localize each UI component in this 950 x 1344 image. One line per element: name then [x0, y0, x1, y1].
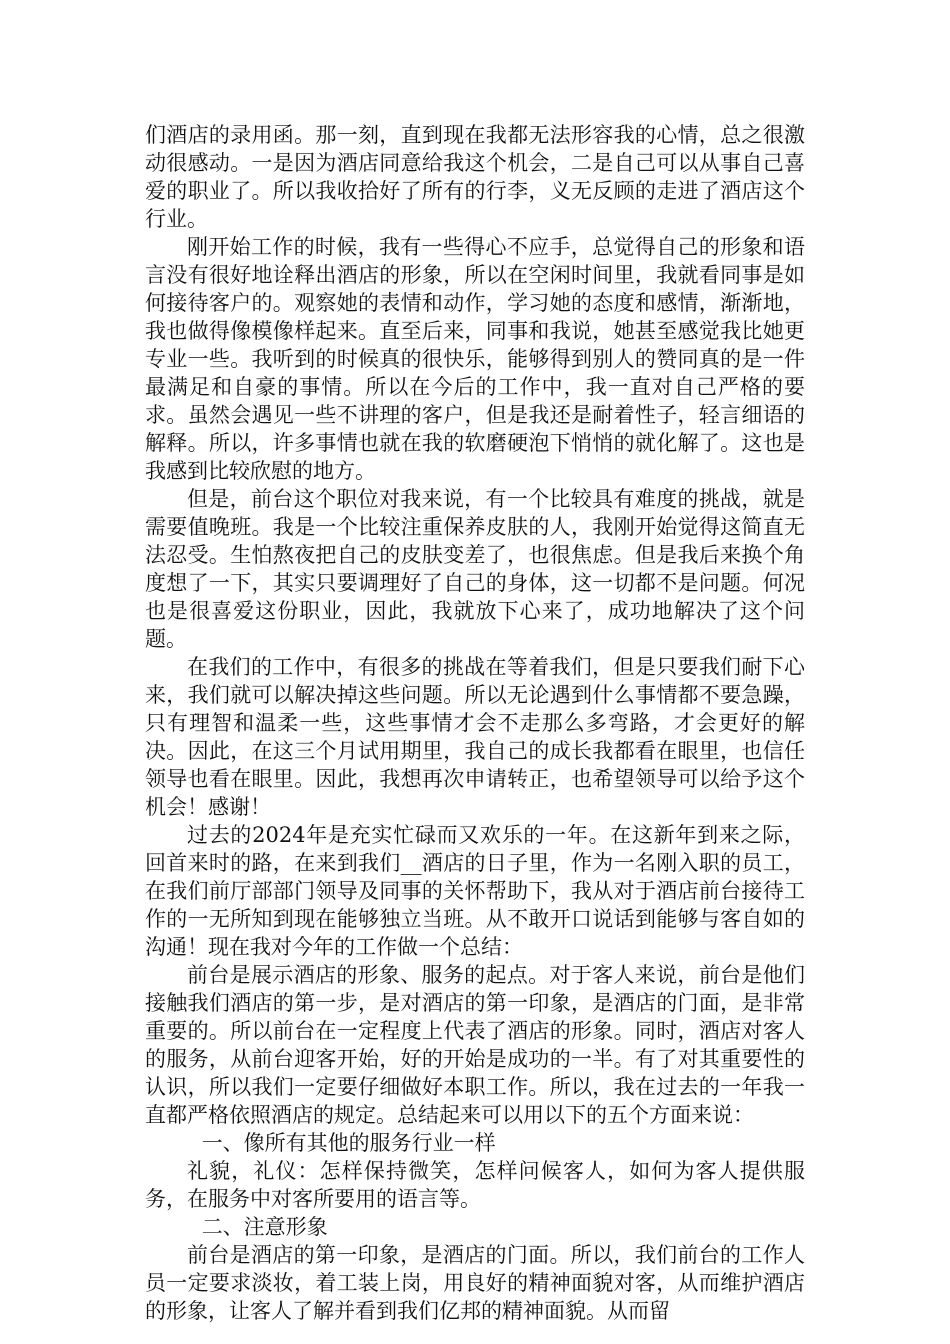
- document-body: [145, 121, 805, 1325]
- paragraph-continuation: 们酒店的录用函。那一刻，直到现在我都无法形容我的心情，总之很激动很感动。一是因为酒店同意给我这个机会，二是自己可以从事自己喜爱的职业了。所以我收拾好了所有的行李，义无反顾的走进了酒店这个行业。: [145, 123, 805, 231]
- paragraph-front-desk-role: 前台是展示酒店的形象、服务的起点。对于客人来说，前台是他们接触我们酒店的第一步，是对酒店的第一印象，是酒店的门面，是非常重要的。所以前台在一定程度上代表了酒店的形象。同时，酒店对客人的服务，从前台迎客开始，好的开始是成功的一半。有了对其重要性的认识，所以我们一定要仔细做好本职工作。所以，我在过去的一年我一直都严格依照酒店的规定。总结起来可以用以下的五个方面来说：: [145, 963, 805, 1127]
- section-heading-image: 二、注意形象: [201, 1215, 328, 1239]
- paragraph-night-shift: 但是，前台这个职位对我来说，有一个比较具有难度的挑战，就是需要值晚班。我是一个比较注重保养皮肤的人，我刚开始觉得这简直无法忍受。生怕熬夜把自己的皮肤变差了，也很焦虑。但是我后来换个角度想了一下，其实只要调理好了自己的身体，这一切都不是问题。何况也是很喜爱这份职业，因此，我就放下心来了，成功地解决了这个问题。: [145, 487, 805, 651]
- paragraph-etiquette: 礼貌，礼仪：怎样保持微笑，怎样问候客人，如何为客人提供服务，在服务中对客所要用的语言等。: [145, 1159, 805, 1211]
- paragraph-first-impression: 前台是酒店的第一印象，是酒店的门面。所以，我们前台的工作人员一定要求淡妆，着工装上岗，用良好的精神面貌对客，从而维护酒店的形象，让客人了解并看到我们亿邦的精神面貌。从而留: [145, 1243, 805, 1323]
- section-heading-service: 一、像所有其他的服务行业一样: [201, 1131, 496, 1155]
- paragraph-starting-work: 刚开始工作的时候，我有一些得心不应手，总觉得自己的形象和语言没有很好地诠释出酒店的形象，所以在空闲时间里，我就看同事是如何接待客户的。观察她的表情和动作，学习她的态度和感情，渐渐地，我也做得像模像样起来。直至后来，同事和我说，她甚至感觉我比她更专业一些。我听到的时候真的很快乐，能够得到别人的赞同真的是一件最满足和自豪的事情。所以在今后的工作中，我一直对自己严格的要求。虽然会遇见一些不讲理的客户，但是我还是耐着性子，轻言细语的解释。所以，许多事情也就在我的软磨硬泡下悄悄的就化解了。这也是我感到比较欣慰的地方。: [145, 235, 805, 483]
- paragraph-year-review: 过去的2024年是充实忙碌而又欢乐的一年。在这新年到来之际，回首来时的路，在来到我们__酒店的日子里，作为一名刚入职的员工，在我们前厅部部门领导及同事的关怀帮助下，我从对于酒店前台接待工作的一无所知到现在能够独立当班。从不敢开口说话到能够与客自如的沟通！现在我对今年的工作做一个总结：: [145, 823, 805, 959]
- paragraph-challenges: 在我们的工作中，有很多的挑战在等着我们，但是只要我们耐下心来，我们就可以解决掉这些问题。所以无论遇到什么事情都不要急躁，只有理智和温柔一些，这些事情才会不走那么多弯路，才会更好的解决。因此，在这三个月试用期里，我自己的成长我都看在眼里，也信任领导也看在眼里。因此，我想再次申请转正，也希望领导可以给予这个机会！感谢！: [145, 655, 805, 819]
